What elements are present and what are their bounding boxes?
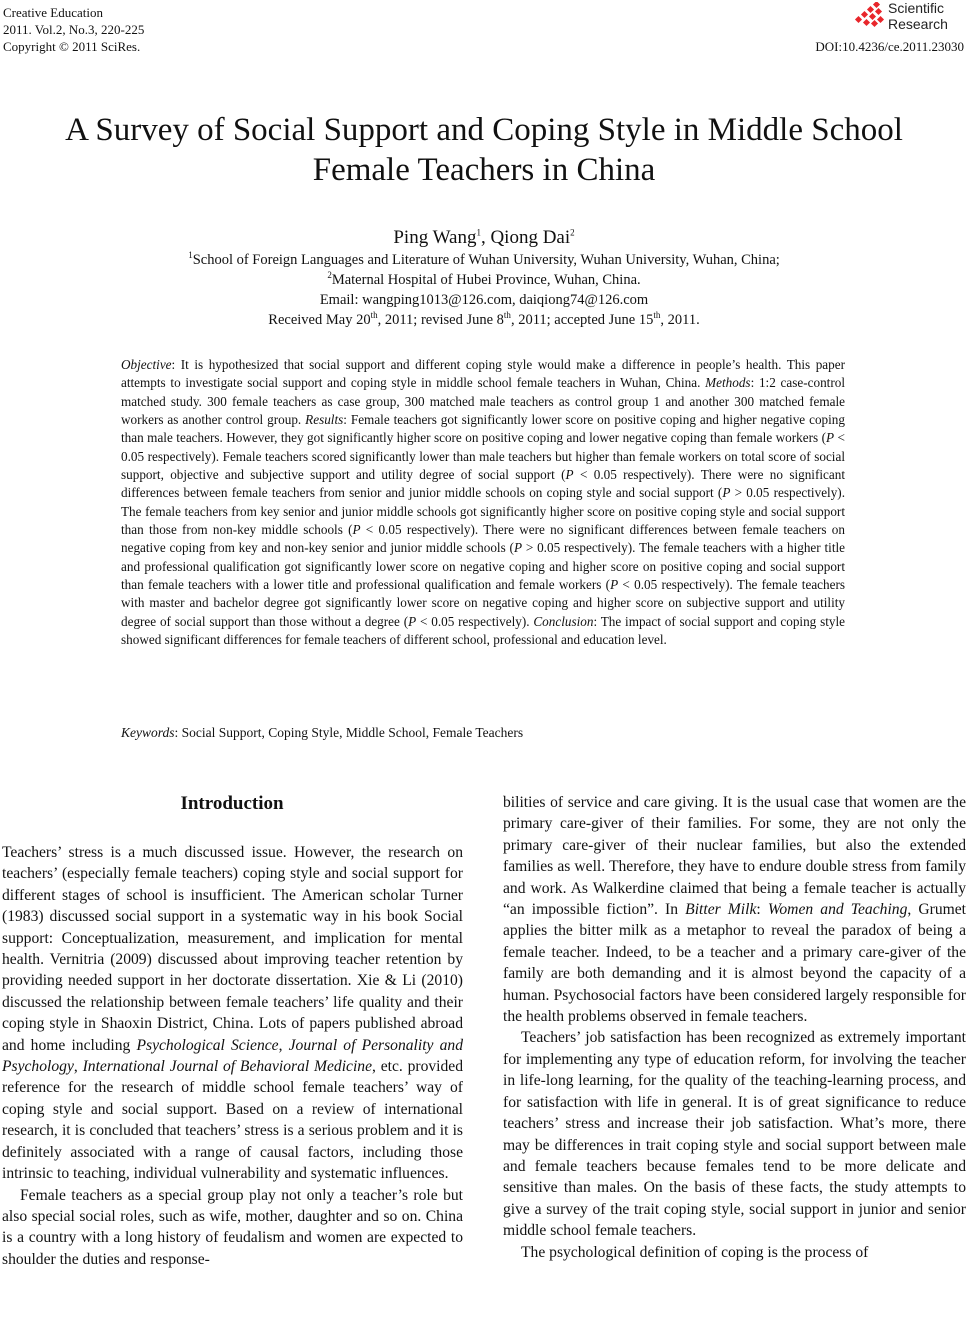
paragraph: The psychological definition of coping is the process of [521,1243,869,1261]
abstract: Objective: It is hypothesized that social support and different coping style would make a difference in people’s health. This paper attempts to investigate social support and coping style in middle school female teachers in Wuhan, China. Methods: 1:2 case-control matched study. 300 female teachers as case group, 300 matched male teachers as control group 1 and another 300 matched female workers as another control group. Results: Female teachers got significantly lower score on positive coping and higher negative coping than male teachers. However, they got significantly higher score on positive coping and lower negative coping than female workers (P < 0.05 respectively). Female teachers scored significantly lower than male teachers but higher than female workers on total score of social support, objective and subjective support and utility degree of social support (P < 0.05 respectively). There were no significant differences between female teachers from senior and junior middle schools on coping style and social support (P > 0.05 respectively). The female teachers from key senior and junior middle schools got significantly higher score on positive coping style and social support than those from non-key middle schools (P < 0.05 respectively). There were no significant differences between female teachers on negative coping from key and non-key senior and junior middle schools (P > 0.05 respectively). The female teachers with a higher title and professional qualification got significantly lower score on negative coping and higher score on positive coping and social support than female teachers with a lower title and professional qualification and female workers (P < 0.05 respectively). The female teachers with master and bachelor degree got significantly lower score on negative coping and higher score on subjective support and utility degree of social support than those without a degree (P < 0.05 respectively). Conclusion: The impact of social support and coping style showed significant differences for female teachers of different school, professional and education level. [121,357,846,648]
author-name: Qiong Dai [490,227,571,248]
paragraph: Female teachers as a special group play not only a teacher’s role but also special social roles, such as wife, mother, daughter and so on. China is a country with a long history of feudalism and women are expected to shoulder the duties and response- [2,1186,463,1268]
received-dates: Received May 20th, 2011; revised June 8th, 2011; accepted June 15th, 2011. [268,310,700,328]
journal-name: Creative Education [3,5,103,20]
paper-title: A Survey of Social Support and Coping Style in Middle School Female Teachers in China [65,112,903,188]
paragraph: Teachers’ stress is a much discussed issue. However, the research on teachers’ (especially female teachers) coping style and social support for different stages of school is insufficient. The American scholar Turner (1983) discussed social support in a systematic way in his book Social support: Conceptualization, measurement, and implication for mental health. Vernitria (2009) discussed about improving teacher retention by providing needed support in her doctorate dissertation. Xie & Li (2010) discussed the relationship between female teachers’ life quality and their coping style in Shaoxin District, China. Lots of papers published abroad and home including Psychological Science, Journal of Personality and Psychology, International Journal of Behavioral Medicine, etc. provided reference for the research of middle school female teachers’ way of coping style and social support. Based on a review of international research, it is concluded that teachers’ stress is a serious problem and it is definitely associated with a range of causal factors, including those intrinsic to teaching, individual vulnerability and systematic influences. [2,844,464,1183]
publisher-logo [854,0,964,36]
section-heading-introduction: Introduction [180,793,284,814]
paragraph: bilities of service and care giving. It is the usual case that women are the primary care-giver of their families. For some, they are not only the primary care-giver of their nuclear families, but also the extended families as well. Therefore, they have to endure double stress from family and work. As Walkerdine claimed that being a female teacher is actually “an impossible fiction”. In Bitter Milk: Women and Teaching, Grumet applies the bitter milk as a metaphor to reveal the paradox of being a female teacher. Indeed, to be a teacher and a primary care-giver of the family are both demanding and it is almost beyond the capacity of a human. Psychosocial factors have been considered largely responsible for the health problems observed in female teachers. [503,794,967,1026]
diamond-grid-icon [854,2,886,32]
paragraph: Teachers’ job satisfaction has been recognized as extremely important for implementing any type of education reform, for involving the teacher in life-long learning, for the quality of the teaching-learning process, and for satisfaction with life in general. It is of great significance to reduce teachers’ stress and increase their job satisfaction. What’s more, there may be differences in trait coping style and social support between male and female teachers because females tend to be more delicate and sensitive than males. On the basis of these facts, the study attempts to give a survey of the trait coping style, social support in junior and senior middle school female teachers. [503,1029,966,1240]
journal-volume: 2011. Vol.2, No.3, 220-225 [3,22,145,37]
copyright: Copyright © 2011 SciRes. [3,39,141,54]
affiliation-1: $^1$School of Foreign Languages and Literature of Wuhan University, Wuhan University, Wuhan, China; [188,250,780,268]
right-column [503,792,966,1263]
logo-text: Scientific Research [888,0,948,32]
authors: Ping Wang$^1$, Qiong Dai$^2$ [393,227,575,248]
email[interactable]: Email: wangping1013@126.com, daiqiong74@126.com [319,292,649,308]
left-column [2,842,463,1270]
author-name: Ping Wang [393,227,477,248]
journal-header [3,4,144,55]
keywords: Keywords: Social Support, Coping Style, Middle School, Female Teachers [121,725,524,740]
affiliation-2: $^2$Maternal Hospital of Hubei Province, Wuhan, China. [327,270,641,288]
doi[interactable]: DOI:10.4236/ce.2011.23030 [815,39,964,54]
